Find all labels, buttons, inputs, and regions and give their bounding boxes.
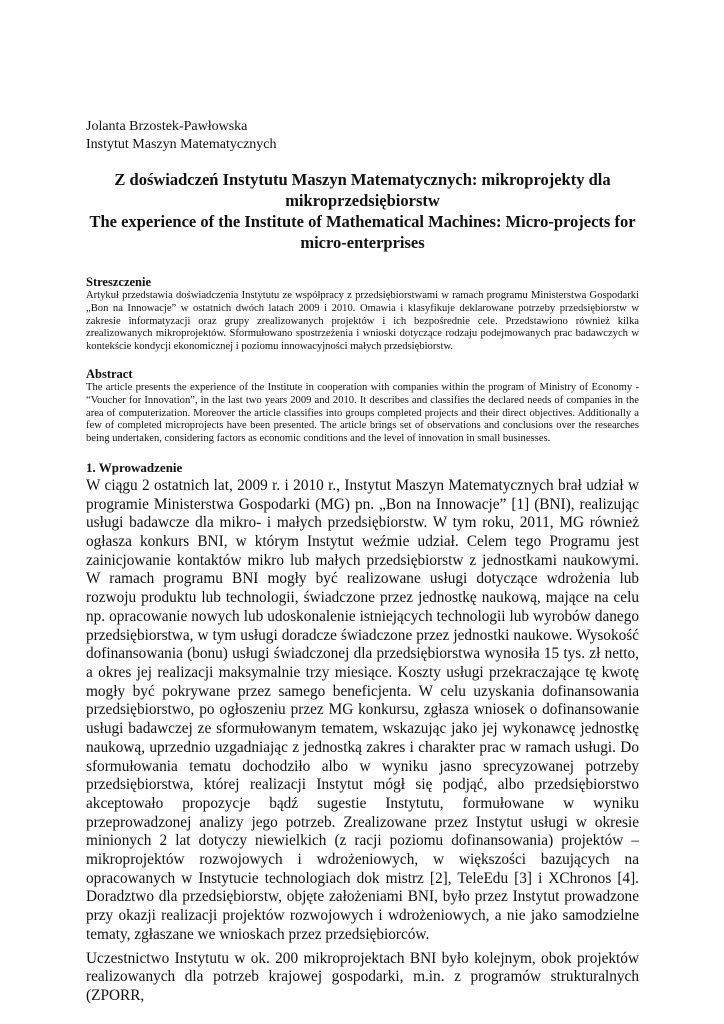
title-english: The experience of the Institute of Mathematical Machines: Micro-projects for micro-enterprises	[89, 212, 636, 252]
abstract-text: The article presents the experience of the Institute in cooperation with companies within the program of Ministry of Economy - “Voucher for Innovation”, in the last two years 2009 and 2010. It describes and classifies the declared needs of companies in the area of computerization. Moreover the article classifies into groups completed projects and their direct objectives. Additionally a few of completed microprojects have been presented. The article brings set of observations and conclusions over the researches being undertaken, considering factors as economic conditions and the level of innovation in small businesses.	[86, 381, 639, 445]
author-affiliation: Instytut Maszyn Matematycznych	[86, 137, 277, 152]
author-name: Jolanta Brzostek-Pawłowska	[86, 119, 248, 134]
streszczenie-text: Artykuł przedstawia doświadczenia Instytutu ze współpracy z przedsiębiorstwami w ramach programu Ministerstwa Gospodarki „Bon na Innowacje” w ostatnich dwóch latach 2009 i 2010. Omawia i klasyfikuje deklarowane potrzeby przedsiębiorstw w zakresie informatyzacji oraz grupy zrealizowanych projektów i ich bezpośrednie cele. Przedstawiono również kilka zrealizowanych mikroprojektów. Sformułowano spostrzeżenia i wnioski dotyczące rodzaju podejmowanych prac badawczych w kontekście kondycji ekonomicznej i poziomu innowacyjności małych przedsiębiorstw.	[86, 290, 639, 353]
introduction-paragraph-2: Uczestnictwo Instytutu w ok. 200 mikroprojektach BNI było kolejnym, obok projektów realizowanych dla potrzeb krajowej gospodarki, m.in. z programów strukturalnych (ZPORR,	[86, 949, 639, 1004]
introduction-paragraph-1: W ciągu 2 ostatnich lat, 2009 r. i 2010 r., Instytut Maszyn Matematycznych brał udział w programie Ministerstwa Gospodarki (MG) pn. „Bon na Innowacje” [1] (BNI), realizując usługi badawcze dla mikro- i małych przedsiębiorstw. W tym roku, 2011, MG również ogłasza konkurs BNI, w którym Instytut weźmie udział. Celem tego Programu jest zainicjowanie kontaktów mikro lub małych przedsiębiorstw z jednostkami naukowymi. W ramach programu BNI mogły być realizowane usługi dotyczące wdrożenia lub rozwoju produktu lub technologii, świadczone przez jednostkę naukową, mające na celu np. opracowanie nowych lub udoskonalenie istniejących technologii lub wyrobów danego przedsiębiorstwa, w tym usługi doradcze świadczone przez jednostki naukowe. Wysokość dofinansowania (bonu) usługi świadczonej dla przedsiębiorstwa wynosiła 15 tys. zł netto, a okres jej realizacji maksymalnie trzy miesiące. Koszty usługi przekraczające tę kwotę mogły być pokrywane przez samego beneficjenta. W celu uzyskania dofinansowania przedsiębiorstwo, po ogłoszeniu przez MG konkursu, zgłasza wniosek o dofinansowanie usługi badawczej ze sformułowanym tematem, wskazując jako jej wykonawcę jednostkę naukową, uprzednio uzgadniając z jednostką zakres i charakter prac w ramach usługi. Do sformułowania tematu dochodziło albo w wyniku jasno sprecyzowanej potrzeby przedsiębiorstwa, której realizacji Instytut mógł się podjąć, albo przedsiębiorstwo akceptowało propozycje bądź sugestie Instytutu, formułowane w wyniku przeprowadzonej analizy jego potrzeb. Zrealizowane przez Instytut usługi w okresie minionych 2 lat dotyczy niewielkich (z racji poziomu dofinansowania) projektów – mikroprojektów rozwojowych i wdrożeniowych, w większości bazujących na opracowanych w Instytucie technologiach dok mistrz [2], TeleEdu [3] i XChronos [4]. Doradztwo dla przedsiębiorstw, objęte założeniami BNI, było przez Instytut prowadzone przy okazji realizacji projektów rozwojowych i wdrożeniowych, a nie jako samodzielne tematy, zgłaszane we wnioskach przez przedsiębiorców.	[86, 476, 639, 943]
streszczenie-heading: Streszczenie	[86, 275, 152, 289]
introduction-section	[86, 459, 639, 1006]
title-block	[86, 169, 639, 253]
title-polish: Z doświadczeń Instytutu Maszyn Matematycznych: mikroprojekty dla mikroprzedsiębiorstw	[114, 170, 611, 210]
streszczenie-section	[86, 275, 639, 354]
introduction-heading: 1. Wprowadzenie	[86, 459, 183, 475]
abstract-heading: Abstract	[86, 366, 133, 381]
abstract-section	[86, 367, 639, 446]
